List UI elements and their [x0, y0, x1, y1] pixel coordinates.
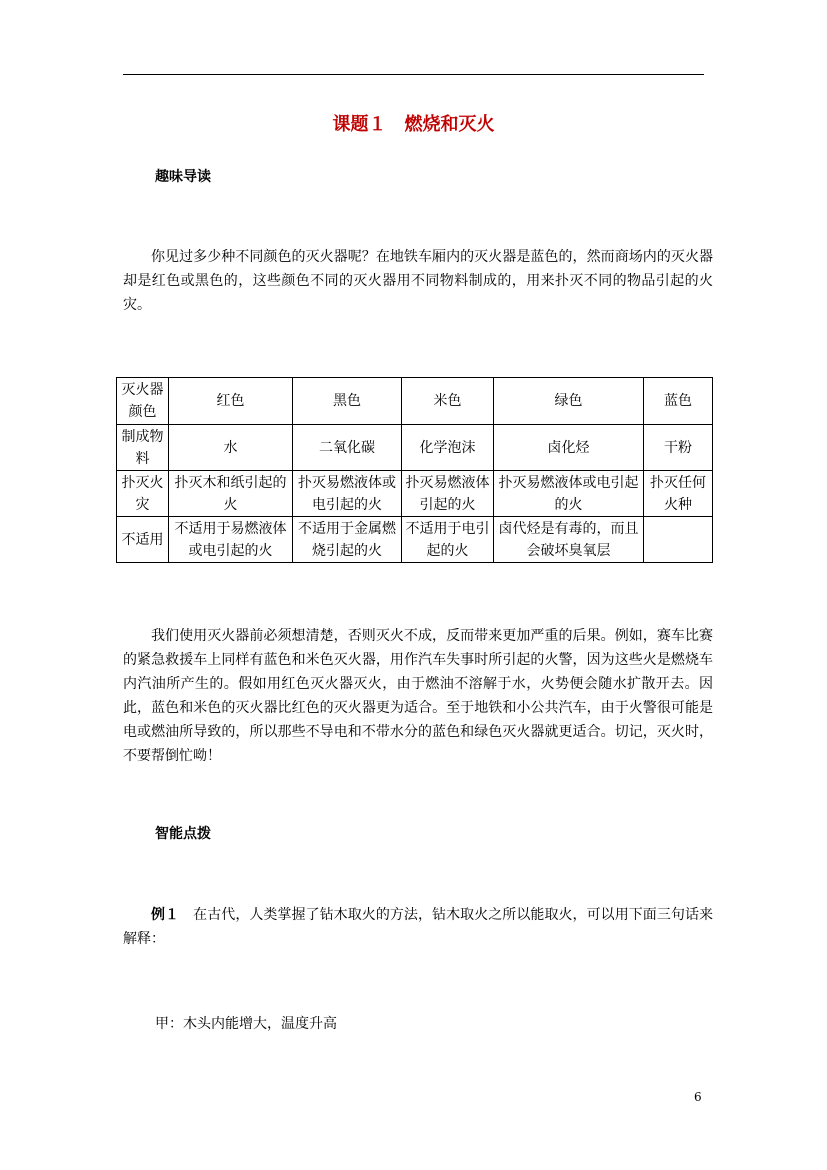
table-cell: 黑色	[293, 378, 402, 425]
body-paragraph: 我们使用灭火器前必须想清楚，否则灭火不成，反而带来更加严重的后果。例如，赛车比赛的紧急救援车上同样有蓝色和米色灭火器，用作汽车失事时所引起的火警，因为这些火是燃烧车内汽油所产生的。假如用红色灭火器灭火，由于燃油不溶解于水，火势便会随水扩散开去。因此，蓝色和米色的灭火器比红色的灭火器更为适合。至于地铁和小公共汽车，由于火警很可能是电或燃油所导致的，所以那些不导电和不带水分的蓝色和绿色灭火器就更适合。切记，灭火时，不要帮倒忙呦！	[123, 628, 713, 764]
table-cell: 扑灭易燃液体或电引起的火	[293, 471, 402, 517]
example-paragraph	[123, 903, 713, 951]
table-cell: 卤化烃	[494, 425, 644, 471]
table-cell: 绿色	[494, 378, 644, 425]
page-number: 6	[694, 1090, 702, 1104]
header-rule	[123, 74, 704, 75]
table-cell: 不适用	[117, 517, 169, 563]
extinguisher-table	[116, 377, 713, 563]
table-cell: 扑灭火灾	[117, 471, 169, 517]
table-row	[117, 378, 713, 425]
section-heading-tips: 智能点拨	[155, 826, 211, 842]
table-cell: 扑灭易燃液体或电引起的火	[494, 471, 644, 517]
statement-a: 甲：木头内能增大，温度升高	[155, 1016, 337, 1032]
table-cell: 化学泡沫	[402, 425, 494, 471]
table-row	[117, 425, 713, 471]
table-cell: 扑灭任何火种	[644, 471, 713, 517]
table-cell: 水	[169, 425, 293, 471]
table-cell: 红色	[169, 378, 293, 425]
page-title: 课题１ 燃烧和灭火	[332, 114, 495, 135]
table-cell: 干粉	[644, 425, 713, 471]
section-heading-intro: 趣味导读	[155, 169, 211, 185]
table-cell: 扑灭易燃液体引起的火	[402, 471, 494, 517]
table-cell: 蓝色	[644, 378, 713, 425]
intro-paragraph: 你见过多少种不同颜色的灭火器呢？在地铁车厢内的灭火器是蓝色的，然而商场内的灭火器却是红色或黑色的，这些颜色不同的灭火器用不同物料制成的，用来扑灭不同的物品引起的火灾。	[123, 249, 713, 313]
table-cell: 不适用于电引起的火	[402, 517, 494, 563]
table-cell: 二氧化碳	[293, 425, 402, 471]
table-row	[117, 517, 713, 563]
table-cell: 制成物料	[117, 425, 169, 471]
table-cell: 不适用于易燃液体或电引起的火	[169, 517, 293, 563]
table-row	[117, 471, 713, 517]
table-cell: 灭火器颜色	[117, 378, 169, 425]
example-text: 在古代，人类掌握了钻木取火的方法，钻木取火之所以能取火，可以用下面三句话来解释：	[123, 907, 714, 947]
table-cell: 不适用于金属燃烧引起的火	[293, 517, 402, 563]
table-cell: 卤代烃是有毒的，而且会破坏臭氧层	[494, 517, 644, 563]
table-cell	[644, 517, 713, 563]
table-cell: 米色	[402, 378, 494, 425]
table-cell: 扑灭木和纸引起的火	[169, 471, 293, 517]
example-label: 例１	[151, 907, 180, 923]
